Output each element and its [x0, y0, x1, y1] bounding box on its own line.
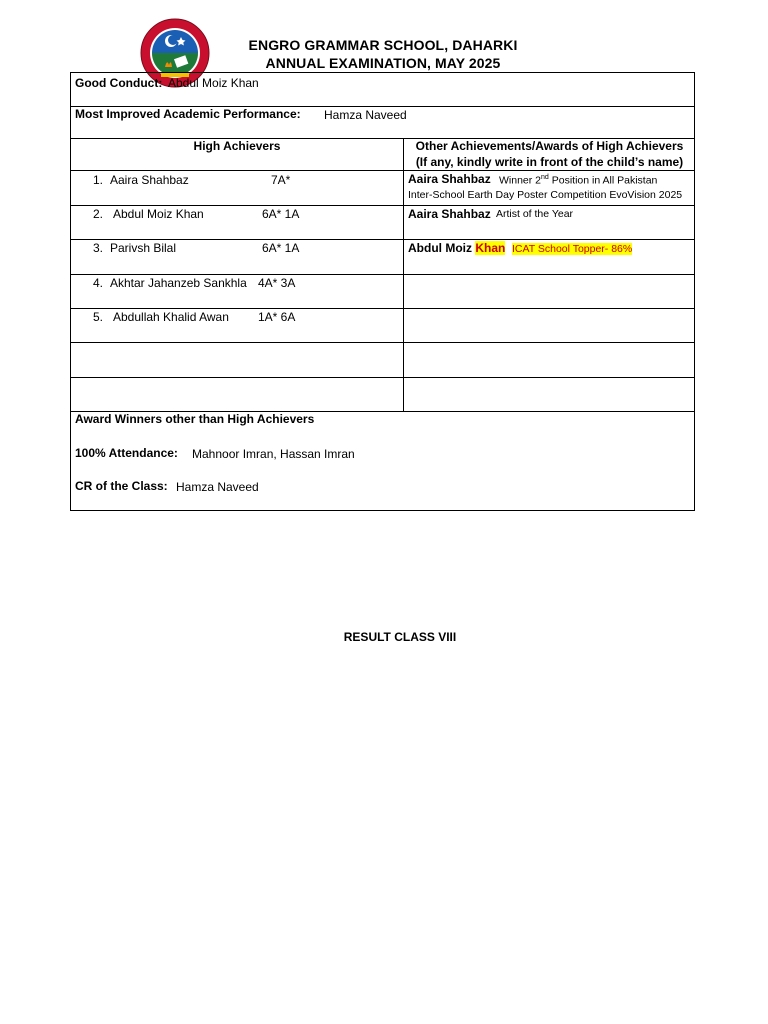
- award-student-name: Aaira Shahbaz: [408, 207, 491, 221]
- attendance-value: Mahnoor Imran, Hassan Imran: [192, 447, 355, 461]
- achiever-grade: 6A* 1A: [262, 207, 300, 221]
- achiever-grade: 4A* 3A: [258, 276, 296, 290]
- row-divider: [71, 308, 694, 309]
- other-achievements-subheader: (If any, kindly write in front of the child’s name): [415, 155, 684, 169]
- good-conduct-label: Good Conduct:: [75, 76, 163, 90]
- column-divider: [403, 138, 404, 411]
- school-name: ENGRO GRAMMAR SCHOOL, DAHARKI: [248, 37, 518, 53]
- exam-title: ANNUAL EXAMINATION, MAY 2025: [265, 55, 501, 71]
- cr-label: CR of the Class:: [75, 479, 168, 493]
- other-achievements-header: Other Achievements/Awards of High Achievers: [415, 139, 684, 153]
- most-improved-label: Most Improved Academic Performance:: [75, 107, 301, 121]
- achiever-name: Parivsh Bilal: [110, 241, 177, 255]
- achiever-name: Abdul Moiz Khan: [113, 207, 204, 221]
- cr-value: Hamza Naveed: [176, 480, 259, 494]
- award-description: ICAT School Topper- 86%: [512, 243, 633, 255]
- achiever-name: Akhtar Jahanzeb Sankhla: [110, 276, 247, 290]
- achiever-grade: 6A* 1A: [262, 241, 300, 255]
- row-divider: [71, 342, 694, 343]
- achiever-number: 1.: [93, 173, 104, 187]
- achiever-number: 3.: [93, 241, 104, 255]
- achiever-grade: 7A*: [271, 173, 291, 187]
- attendance-label: 100% Attendance:: [75, 446, 178, 460]
- achiever-grade: 1A* 6A: [258, 310, 296, 324]
- row-divider: [71, 274, 694, 275]
- good-conduct-value: Abdul Moiz Khan: [168, 76, 259, 90]
- achiever-name: Aaira Shahbaz: [110, 173, 189, 187]
- most-improved-value: Hamza Naveed: [324, 108, 407, 122]
- achiever-number: 5.: [93, 310, 104, 324]
- awards-table: [70, 72, 695, 511]
- award-description: Artist of the Year: [496, 208, 574, 220]
- row-divider: [71, 170, 694, 171]
- achiever-name: Abdullah Khalid Awan: [113, 310, 229, 324]
- award-student-name: Aaira Shahbaz: [408, 172, 491, 186]
- other-awards-title: Award Winners other than High Achievers: [75, 412, 315, 426]
- high-achievers-header: High Achievers: [193, 139, 281, 153]
- result-class-title: RESULT CLASS VIII: [343, 630, 457, 644]
- achiever-number: 4.: [93, 276, 104, 290]
- row-divider: [71, 377, 694, 378]
- row-divider: [71, 205, 694, 206]
- award-description: Winner 2nd Position in All Pakistan: [499, 174, 658, 187]
- award-student-name: Abdul Moiz Khan: [408, 241, 506, 255]
- row-divider: [71, 239, 694, 240]
- award-description-line2: Inter-School Earth Day Poster Competition EvoVision 2025: [408, 189, 683, 201]
- achiever-number: 2.: [93, 207, 104, 221]
